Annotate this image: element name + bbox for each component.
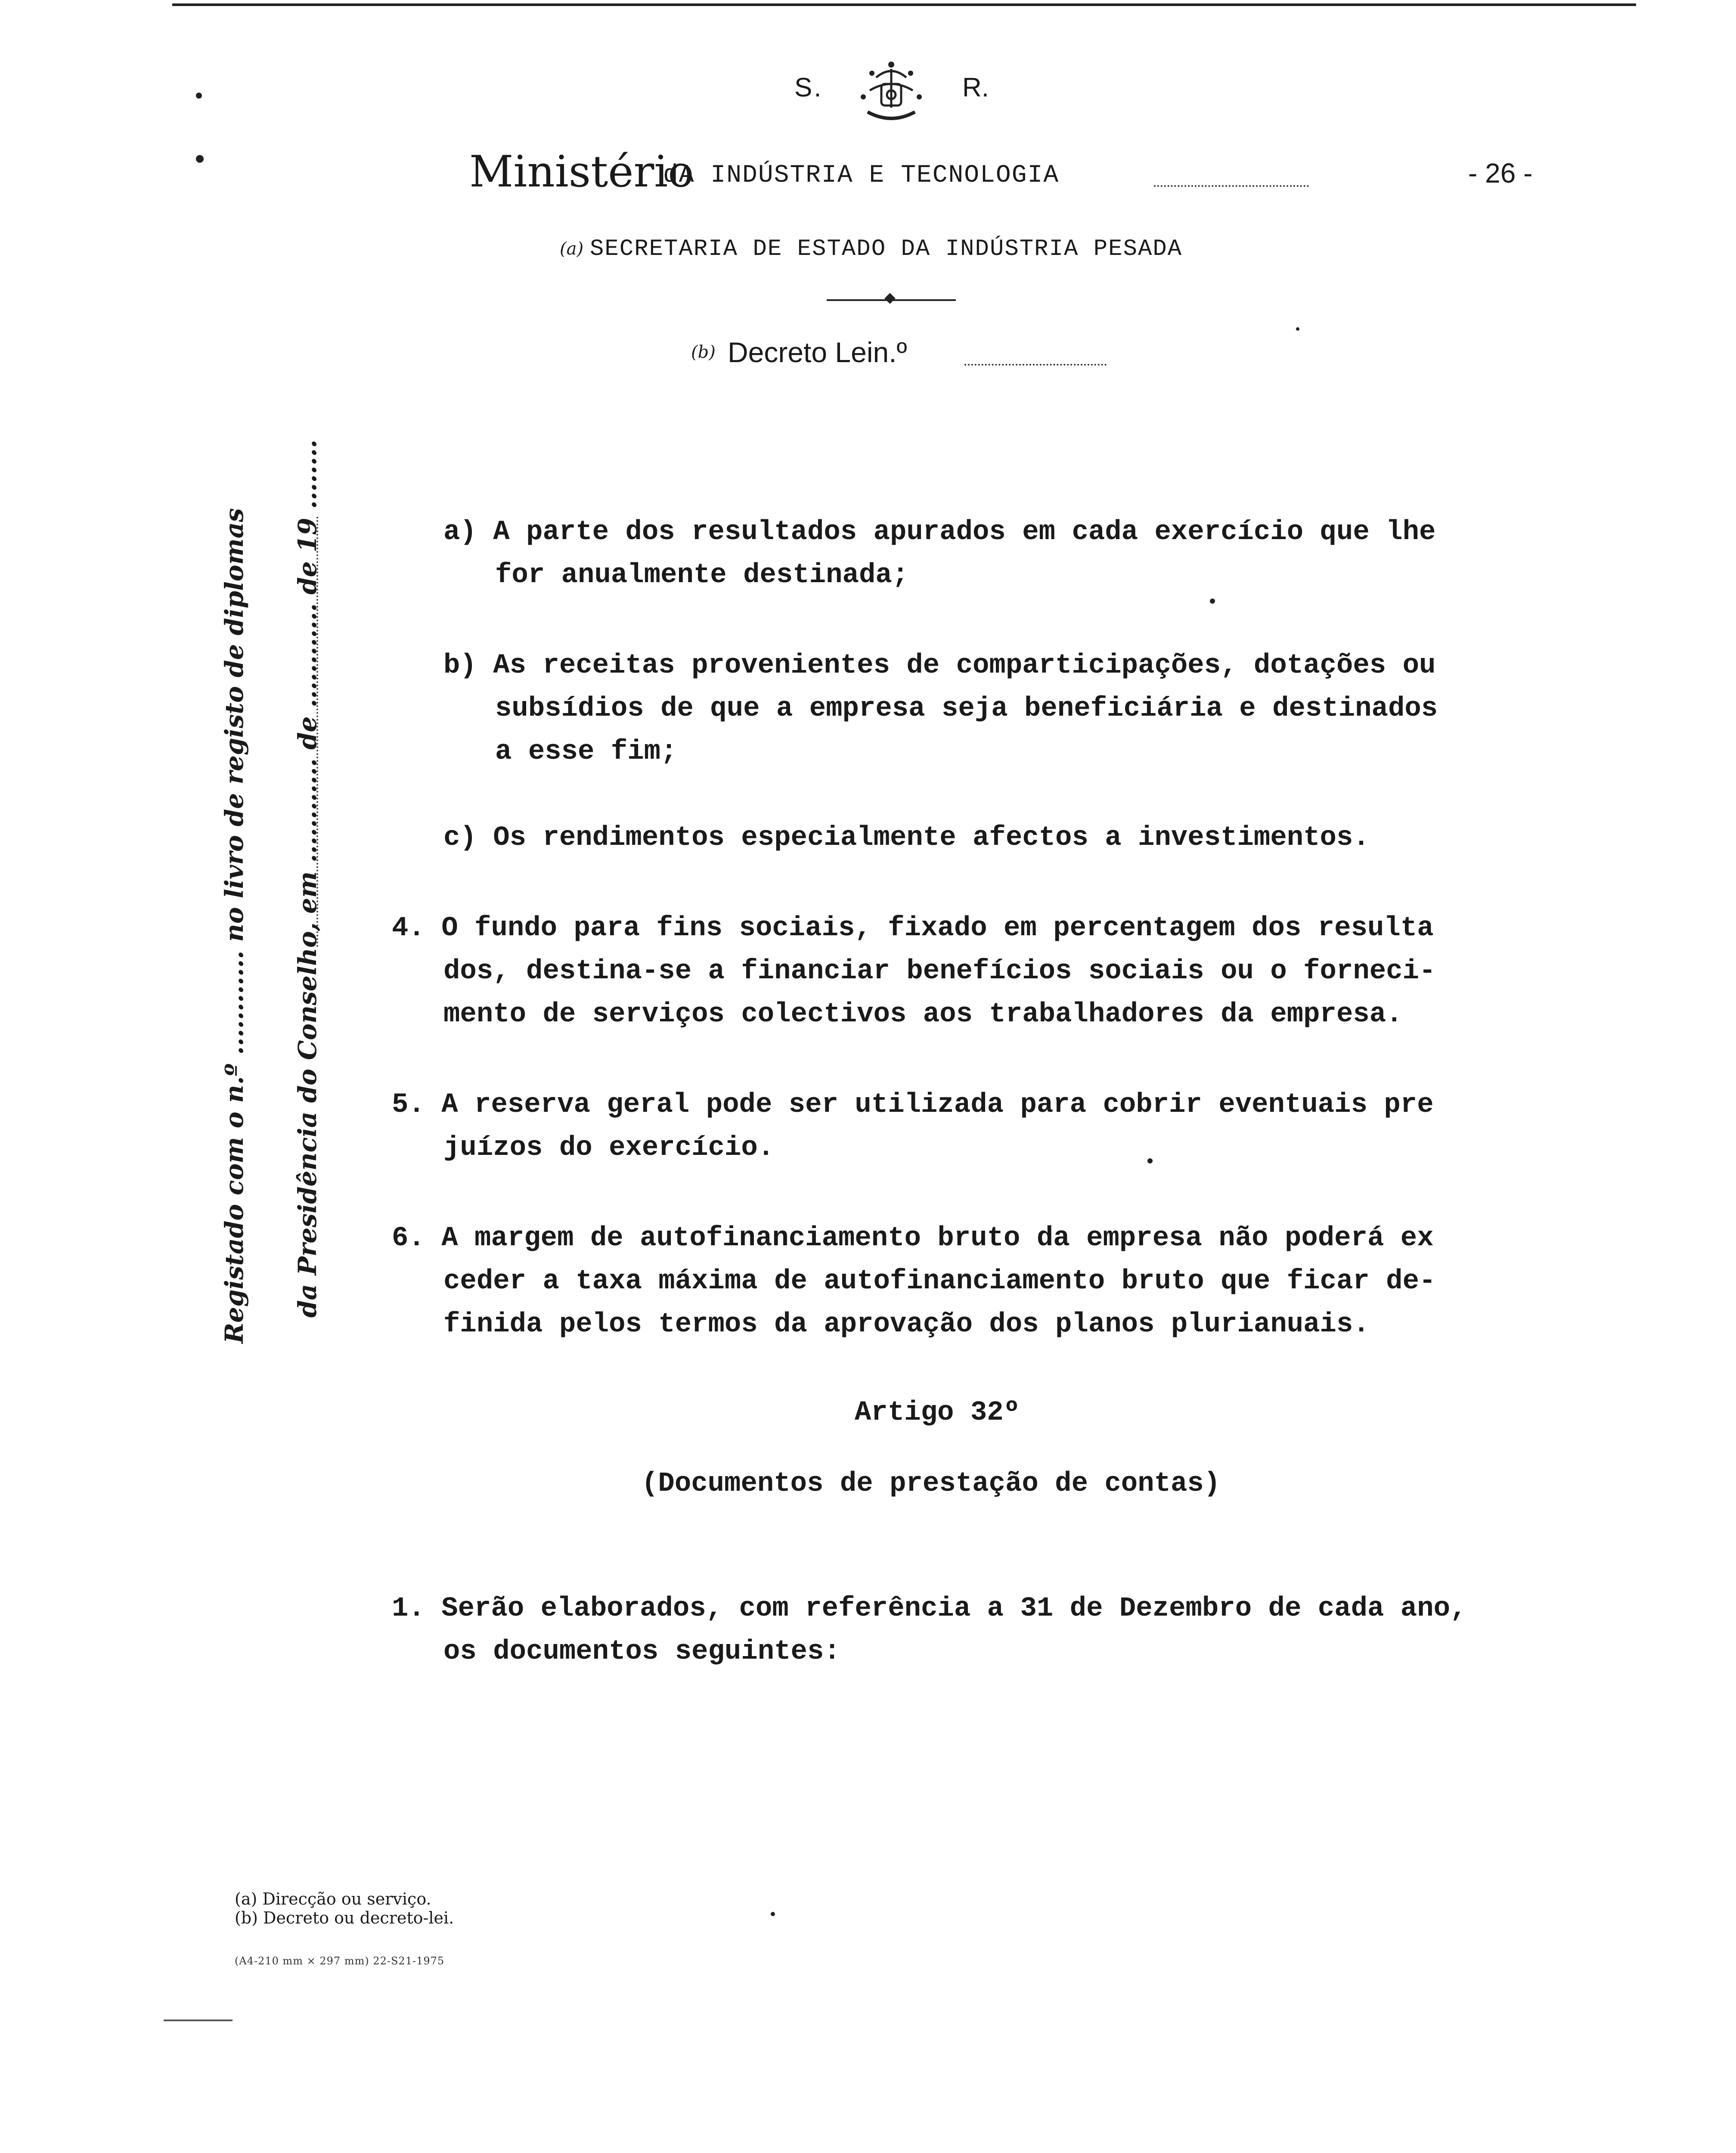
scan-speck <box>196 93 202 99</box>
paragraph-5-line-1: 5. A reserva geral pode ser utilizada para cobrir eventuais pre <box>392 1089 1434 1120</box>
decreto-dotted-line <box>964 364 1107 366</box>
item-b-line-2: subsídios de que a empresa seja beneficiária e destinados <box>495 693 1438 724</box>
article-subtitle: (Documentos de prestação de contas) <box>642 1468 1221 1499</box>
item-b-line-1: b) As receitas provenientes de comparticipações, dotações ou <box>443 650 1436 681</box>
item-a-line-1: a) A parte dos resultados apurados em cada exercício que lhe <box>443 517 1436 548</box>
scan-speck <box>1210 599 1215 604</box>
header-right-letter: R. <box>962 73 989 102</box>
decreto-footnote-marker: (b) <box>691 342 716 362</box>
paragraph-4-line-2: dos, destina-se a financiar benefícios sociais ou o forneci- <box>443 956 1436 987</box>
secretaria-footnote-marker: (a) <box>560 239 584 259</box>
item-a-line-2: for anualmente destinada; <box>495 560 909 591</box>
page-number: - 26 - <box>1468 158 1533 189</box>
ministry-name: dA INDÚSTRIA E TECNOLOGIA <box>663 161 1060 189</box>
footnote-b: (b) Decreto ou decreto-lei. <box>235 1908 454 1927</box>
item-c-line-1: c) Os rendimentos especialmente afectos a investimentos. <box>443 822 1370 853</box>
scan-speck <box>1147 1158 1153 1163</box>
paragraph-6-line-1: 6. A margem de autofinanciamento bruto da empresa não poderá ex <box>392 1223 1434 1254</box>
separator-diamond-icon <box>884 293 895 304</box>
paragraph-4-line-3: mento de serviços colectivos aos trabalhadores da empresa. <box>443 999 1403 1030</box>
paragraph-1-line-1: 1. Serão elaborados, com referência a 31 de Dezembro de cada ano, <box>392 1593 1467 1624</box>
top-rule <box>172 3 1636 6</box>
header-left-letter: S. <box>794 73 823 102</box>
paragraph-6-line-2: ceder a taxa máxima de autofinanciamento bruto que ficar de- <box>443 1266 1436 1297</box>
decreto-label: Decreto Lein.º <box>728 336 907 368</box>
margin-registration-line-1: Registado com o n.º ............ no livro de registo de diplomas <box>220 508 249 1343</box>
scan-speck <box>196 155 204 163</box>
paragraph-5-line-2: juízos do exercício. <box>443 1132 775 1163</box>
coat-of-arms-emblem-icon <box>850 60 932 129</box>
paragraph-4-line-1: 4. O fundo para fins sociais, fixado em percentagem dos resulta <box>392 913 1434 944</box>
paragraph-6-line-3: finida pelos termos da aprovação dos planos plurianuais. <box>443 1309 1370 1340</box>
form-reference: (A4-210 mm × 297 mm) 22-S21-1975 <box>235 1955 445 1967</box>
scan-speck <box>1296 327 1299 331</box>
item-b-line-3: a esse fim; <box>495 736 677 767</box>
scan-speck <box>771 1912 775 1916</box>
ministry-label: Ministério <box>469 146 694 197</box>
bottom-left-rule <box>164 2020 232 2021</box>
ministry-dotted-line <box>1154 185 1309 187</box>
paragraph-1-line-2: os documentos seguintes: <box>443 1636 840 1667</box>
footnote-a: (a) Direcção ou serviço. <box>235 1889 431 1908</box>
article-title: Artigo 32º <box>855 1397 1020 1428</box>
secretaria-name: SECRETARIA DE ESTADO DA INDÚSTRIA PESADA <box>590 236 1183 262</box>
margin-registration-line-2: da Presidência do Conselho, em ............ de ............ de 19 ........ <box>293 439 322 1318</box>
